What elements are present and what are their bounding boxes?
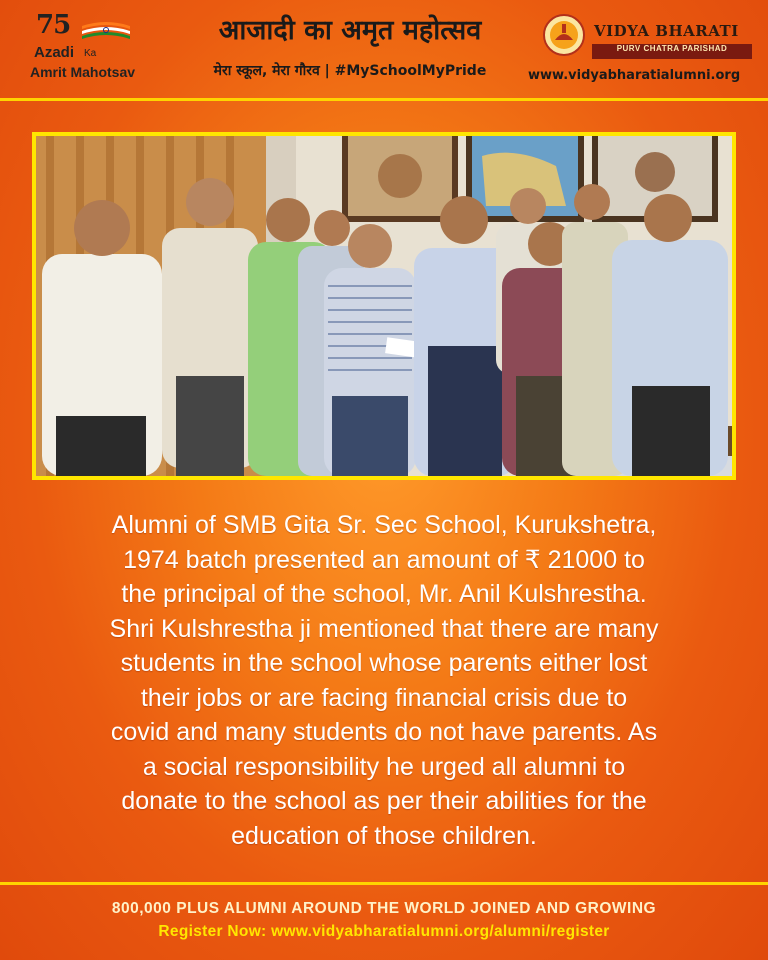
description-line: donate to the school as per their abilities for the [121,787,647,815]
vidya-bharati-brand [528,8,760,96]
logo-number: 75 [36,10,71,40]
description-line: covid and many students do not have parents. As [110,718,658,746]
header [0,0,768,98]
photo-frame [32,132,736,480]
description-line: education of those children. [231,821,537,850]
header-divider [0,98,768,101]
page-subtitle: मेरा स्कूल, मेरा गौरव | #MySchoolMyPride [213,63,487,79]
page-title: आजादी का अमृत महोत्सव [218,15,482,46]
logo-line1: Azadi [34,44,75,61]
description-line: a social responsibility he urged all alumni to [142,752,626,781]
brand-name: VIDYA BHARATI [594,22,739,40]
header-center [170,10,530,80]
group-photo [36,136,732,476]
group-photo-illustration [36,136,732,476]
brand-url[interactable]: www.vidyabharatialumni.org [528,68,741,83]
footer-tagline: 800,000 PLUS ALUMNI AROUND THE WORLD JOINED AND GROWING [111,900,657,917]
flag-swoosh-icon [80,20,132,42]
vidya-bharati-emblem-icon [543,14,585,56]
azadi-ka-amrit-mahotsav-logo [30,8,155,88]
register-link[interactable]: Register Now: www.vidyabharatialumni.org/alumni/register [158,923,610,940]
brand-subname: PURV CHATRA PARISHAD [616,44,728,53]
logo-line1-small: Ka [84,48,97,59]
description-line: their jobs or are facing financial crisis due to [140,683,628,712]
description-line: 1974 batch presented an amount of ₹ 21000 to [123,545,645,574]
description-line: Alumni of SMB Gita Sr. Sec School, Kurukshetra, [111,511,657,539]
description-line: Shri Kulshrestha ji mentioned that there are many [109,614,659,643]
description-line: the principal of the school, Mr. Anil Kulshrestha. [121,580,647,608]
description-line: students in the school whose parents either lost [120,649,648,677]
footer-divider [0,882,768,885]
logo-line2: Amrit Mahotsav [30,64,136,80]
description-text [28,508,740,853]
